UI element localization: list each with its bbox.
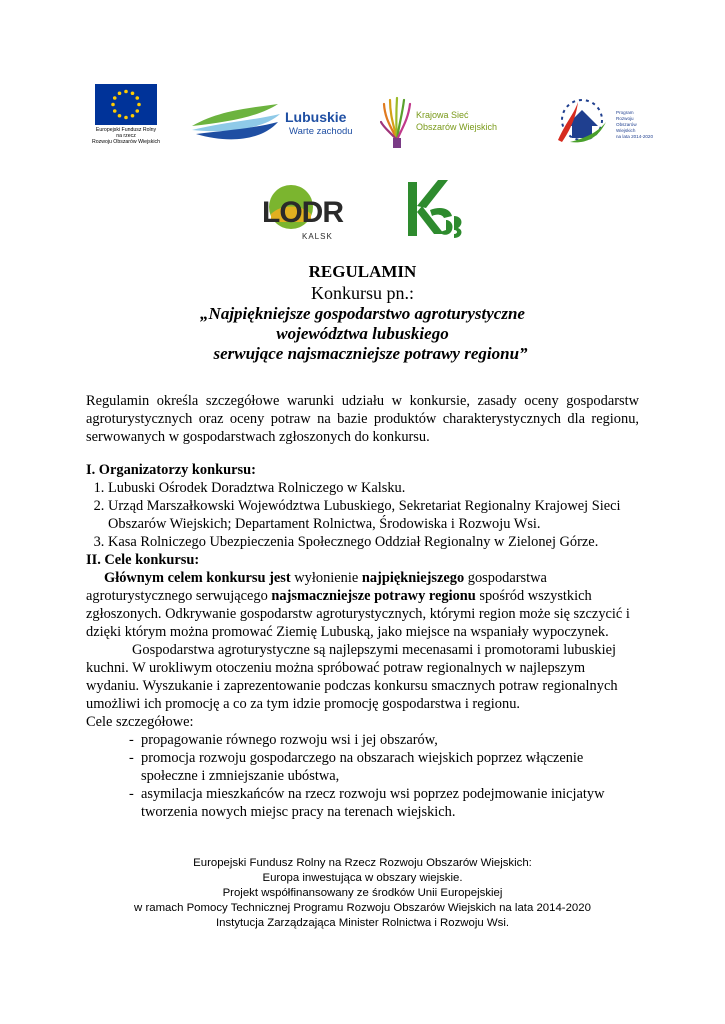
eu-star-icon xyxy=(135,96,139,100)
detail-goals-list xyxy=(86,731,639,821)
footer-line: Europejski Fundusz Rolny na Rzecz Rozwoju Obszarów Wiejskich: xyxy=(193,857,532,869)
regulations-body xyxy=(86,461,639,821)
doc-subheading: Konkursu pn.: xyxy=(311,283,414,303)
section-heading: II. Cele konkursu: xyxy=(86,552,200,568)
eu-star-icon xyxy=(124,116,128,120)
bold-text: najpiękniejszego xyxy=(361,570,465,586)
ksow-tree-icon xyxy=(380,94,414,150)
eu-caption-line: Rozwoju Obszarów Wiejskich xyxy=(91,139,161,145)
ksow-logo xyxy=(380,94,520,150)
prow-logo xyxy=(552,92,652,148)
lodr-sub: KALSK xyxy=(302,232,333,241)
contest-name-line: „Najpiękniejsze gospodarstwo agroturystyczne xyxy=(200,304,525,323)
eu-star-icon xyxy=(137,103,141,107)
footer-line: Europa inwestująca w obszary wiejskie. xyxy=(262,872,463,884)
footer-line: Projekt współfinansowany ze środków Unii Europejskiej xyxy=(222,887,503,899)
eu-star-icon xyxy=(135,109,139,113)
lubuskie-name: Lubuskie xyxy=(285,109,347,125)
ksow-line2: Obszarów Wiejskich xyxy=(416,122,498,132)
krus-logo xyxy=(400,176,468,242)
footer-line: w ramach Pomocy Technicznej Programu Rozwoju Obszarów Wiejskich na lata 2014-2020 xyxy=(134,902,591,914)
lodr-name: LODR xyxy=(262,196,343,229)
eu-star-icon xyxy=(113,96,117,100)
prow-line: na lata 2014-2020 xyxy=(616,134,654,139)
krus-emblem-icon xyxy=(400,176,468,242)
organizers-list xyxy=(86,479,639,551)
footer xyxy=(86,856,639,931)
eu-caption-line: na rzecz xyxy=(116,133,136,139)
lubuskie-wave-icon xyxy=(190,100,285,150)
goal-paragraph xyxy=(86,569,639,641)
bold-text: Głównym celem konkursu jest xyxy=(104,570,291,586)
eu-star-icon xyxy=(113,109,117,113)
text: spośród wszystkich zgłoszonych. Odkrywanie gospodarstw agroturystycznych, którymi region może się szczycić i dzięki którym można promować Ziemię Lubuską, jako miejsce na wspaniały wypoczynek. xyxy=(86,588,630,640)
eu-star-icon xyxy=(124,90,128,94)
eu-caption xyxy=(86,127,166,145)
lubuskie-tagline: Warte zachodu xyxy=(289,126,353,137)
prow-house-icon xyxy=(552,92,612,148)
prow-line: Obszarów xyxy=(616,122,637,127)
list-item: 1. Lubuski Ośrodek Doradztwa Rolniczego w Kalsku. xyxy=(108,479,639,497)
intro-paragraph: Regulamin określa szczegółowe warunki udziału w konkursie, zasady oceny gospodarstw agroturystycznych oraz oceny potraw na bazie produktów charakterystycznych dla regionu, serwowanych w gospodarstwach zgłoszonych do konkursu. xyxy=(86,393,639,445)
list-item: - propagowanie równego rozwoju wsi i jej obszarów, xyxy=(129,731,639,749)
bold-text: najsmaczniejsze potrawy regionu xyxy=(271,588,476,604)
list-item: - asymilacja mieszkańców na rzecz rozwoju wsi poprzez podejmowanie inicjatyw tworzenia nowych miejsc pracy na terenach wiejskich. xyxy=(129,785,639,821)
eu-star-icon xyxy=(111,103,115,107)
eu-star-icon xyxy=(131,91,135,95)
lodr-logo xyxy=(258,182,350,246)
prow-line: Rozwoju xyxy=(616,116,634,121)
eu-star-icon xyxy=(118,114,122,118)
eu-star-icon xyxy=(118,91,122,95)
list-item: 2. Urząd Marszałkowski Województwa Lubuskiego, Sekretariat Regionalny Krajowej Sieci Obszarów Wiejskich; Departament Rolnictwa, Środowiska i Rozwoju Wsi. xyxy=(108,497,639,533)
paragraph: Gospodarstwa agroturystyczne są najlepszymi mecenasami i promotorami lubuskiej kuchni. W urokliwym otoczeniu można spróbować potraw regionalnych w najlepszym wydaniu. Wyszukanie i zaprezentowanie podczas konkursu smacznych potraw regionalnych umożliwi ich promocję a co za tym idzie promocję gospodarstwa i regionu. xyxy=(86,642,618,712)
footer-line: Instytucja Zarządzająca Minister Rolnictwa i Rozwoju Wsi. xyxy=(215,917,510,929)
eu-flag-icon xyxy=(95,84,157,125)
eu-star-icon xyxy=(131,114,135,118)
doc-heading: REGULAMIN xyxy=(308,262,417,281)
prow-line: Program xyxy=(616,110,634,115)
text: gospodarstwa agroturystycznego serwującego xyxy=(86,570,547,604)
list-item: - promocja rozwoju gospodarczego na obszarach wiejskich poprzez włączenie społeczne i zmniejszanie ubóstwa, xyxy=(129,749,639,785)
list-item: 3. Kasa Rolniczego Ubezpieczenia Społecznego Oddział Regionalny w Zielonej Górze. xyxy=(108,533,639,551)
text: wyłonienie xyxy=(290,570,362,586)
prow-line: Wiejskich xyxy=(616,128,636,133)
eu-caption-line: Europejski Fundusz Rolny xyxy=(95,127,157,133)
lubuskie-logo xyxy=(190,100,355,150)
eu-logo xyxy=(86,84,166,146)
contest-name-line: województwa lubuskiego xyxy=(276,324,449,343)
ksow-line1: Krajowa Sieć xyxy=(416,110,469,120)
section-heading: I. Organizatorzy konkursu: xyxy=(86,462,256,478)
contest-name-line: serwujące najsmaczniejsze potrawy regionu” xyxy=(213,344,528,363)
detail-heading: Cele szczegółowe: xyxy=(86,714,194,730)
